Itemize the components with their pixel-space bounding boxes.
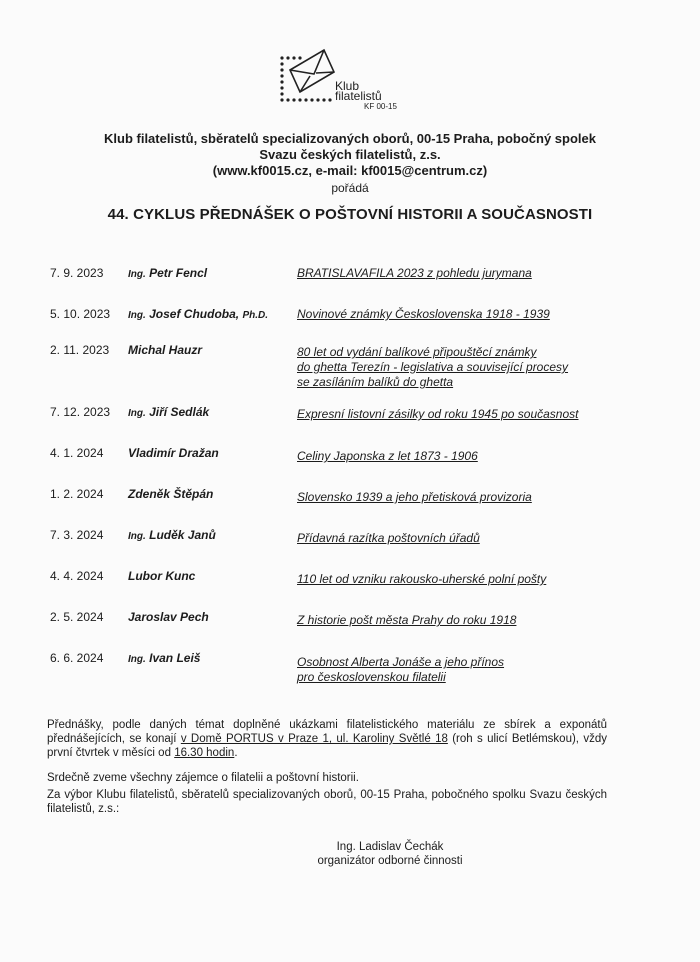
lecturer-surname: Jiří Sedlák (149, 405, 210, 419)
lecture-topic (297, 490, 532, 505)
lecture-date: 2. 11. 2023 (50, 343, 110, 357)
info-text-3: . (234, 747, 238, 759)
topic-line: BRATISLAVAFILA 2023 z pohledu jurymana (297, 266, 532, 280)
lecturer-name (128, 405, 209, 419)
lecturer-prefix: Ing. (128, 531, 146, 542)
topic-line: do ghetta Terezín - legislativa a související procesy (297, 360, 569, 374)
lecturer-prefix: Ing. (128, 408, 146, 419)
lecturer-name (128, 487, 213, 501)
topic-line: Osobnost Alberta Jonáše a jeho přínos (297, 655, 505, 669)
venue-text: v Domě PORTUS v Praze 1, ul. Karoliny Světlé 18 (180, 733, 448, 745)
info-text-2: (roh s ulicí Betlémskou), vždy první čtvrtek v měsíci od (47, 733, 607, 759)
lecture-topic (297, 655, 504, 685)
topic-line: Slovensko 1939 a jeho přetisková provizoria (297, 490, 532, 504)
info-text: Přednášky, podle daných témat doplněné ukázkami filatelistického materiálu ze sbírek a exponátů přednášejících, se konají (47, 719, 607, 745)
lecturer-prefix: Ing. (128, 654, 146, 665)
lecture-topic (297, 531, 480, 546)
lecturer-prefix: Ing. (128, 269, 146, 280)
lecturer-name (128, 569, 195, 583)
lecture-topic (297, 307, 550, 322)
lecture-date: 7. 12. 2023 (50, 405, 111, 419)
topic-line: 80 let od vydání balíkové připouštěcí známky (297, 345, 537, 359)
lecturer-surname: Josef Chudoba, (149, 307, 240, 321)
lecture-date: 7. 9. 2023 (50, 266, 104, 280)
topic-line: se zasíláním balíků do ghetta (297, 375, 454, 389)
cycle-title: 44. CYKLUS PŘEDNÁŠEK O POŠTOVNÍ HISTORII A SOUČASNOSTI (107, 206, 593, 223)
organizes-label: pořádá (331, 181, 369, 195)
lecturer-surname: Luděk Janů (149, 528, 216, 542)
lecture-topic (297, 407, 578, 422)
invitation-text: Srdečně zveme všechny zájemce o filatelii a poštovní historii. (47, 772, 359, 784)
lecture-date: 2. 5. 2024 (50, 610, 104, 624)
lecture-date: 7. 3. 2024 (50, 528, 104, 542)
lecturer-surname: Jaroslav Pech (128, 610, 209, 624)
lecturer-name (128, 266, 207, 280)
header-line-2: Svazu českých filatelistů, z.s. (259, 147, 441, 162)
topic-line: Celiny Japonska z let 1873 - 1906 (297, 449, 478, 463)
time-text: 16.30 hodin (174, 747, 235, 759)
lecture-topic (297, 345, 568, 390)
signature-name: Ing. Ladislav Čechák (336, 841, 444, 853)
topic-line: 110 let od vzniku rakousko-uherské polní pošty (297, 572, 547, 586)
lecture-date: 4. 1. 2024 (50, 446, 104, 460)
lecture-date: 4. 4. 2024 (50, 569, 104, 583)
logo-text-filatelistu: filatelistů (335, 89, 382, 103)
lecture-date: 5. 10. 2023 (50, 307, 111, 321)
topic-line: pro československou filatelii (297, 670, 446, 684)
lecturer-name (128, 651, 200, 665)
lecturer-name (128, 343, 202, 357)
header-line-1: Klub filatelistů, sběratelů specializovaných oborů, 00-15 Praha, pobočný spolek (104, 131, 596, 146)
header-line-3: (www.kf0015.cz, e-mail: kf0015@centrum.cz) (212, 163, 488, 178)
lecturer-surname: Petr Fencl (149, 266, 208, 280)
lecturer-surname: Ivan Leiš (149, 651, 201, 665)
lecture-topic (297, 266, 532, 281)
logo-text-klub: Klub (335, 79, 360, 93)
lecture-topic (297, 572, 546, 587)
lecture-topic (297, 613, 516, 628)
committee-text: Za výbor Klubu filatelistů, sběratelů specializovaných oborů, 00-15 Praha, pobočného spolku Svazu českých filatelistů, z.s.: (47, 789, 607, 815)
topic-line: Z historie pošt města Prahy do roku 1918 (297, 613, 517, 627)
lecturer-surname: Michal Hauzr (128, 343, 203, 357)
lecturer-suffix: Ph.D. (242, 310, 269, 321)
lecturer-name (128, 307, 268, 321)
lecture-info-paragraph (47, 718, 607, 760)
topic-line: Přídavná razítka poštovních úřadů (297, 531, 480, 545)
topic-line: Expresní listovní zásilky od roku 1945 po současnost (297, 407, 579, 421)
lecturer-prefix: Ing. (128, 310, 146, 321)
signature-role: organizátor odborné činnosti (317, 855, 463, 867)
club-logo (276, 48, 406, 114)
lecturer-name (128, 446, 219, 460)
lecture-date: 6. 6. 2024 (50, 651, 104, 665)
lecturer-surname: Zdeněk Štěpán (128, 487, 214, 501)
lecturer-name (128, 610, 209, 624)
logo-code: KF 00-15 (364, 102, 397, 111)
lecturer-surname: Lubor Kunc (128, 569, 196, 583)
lecturer-name (128, 528, 216, 542)
lecture-topic (297, 449, 478, 464)
lecture-date: 1. 2. 2024 (50, 487, 104, 501)
lecturer-surname: Vladimír Dražan (128, 446, 219, 460)
topic-line: Novinové známky Československa 1918 - 1939 (297, 307, 550, 321)
